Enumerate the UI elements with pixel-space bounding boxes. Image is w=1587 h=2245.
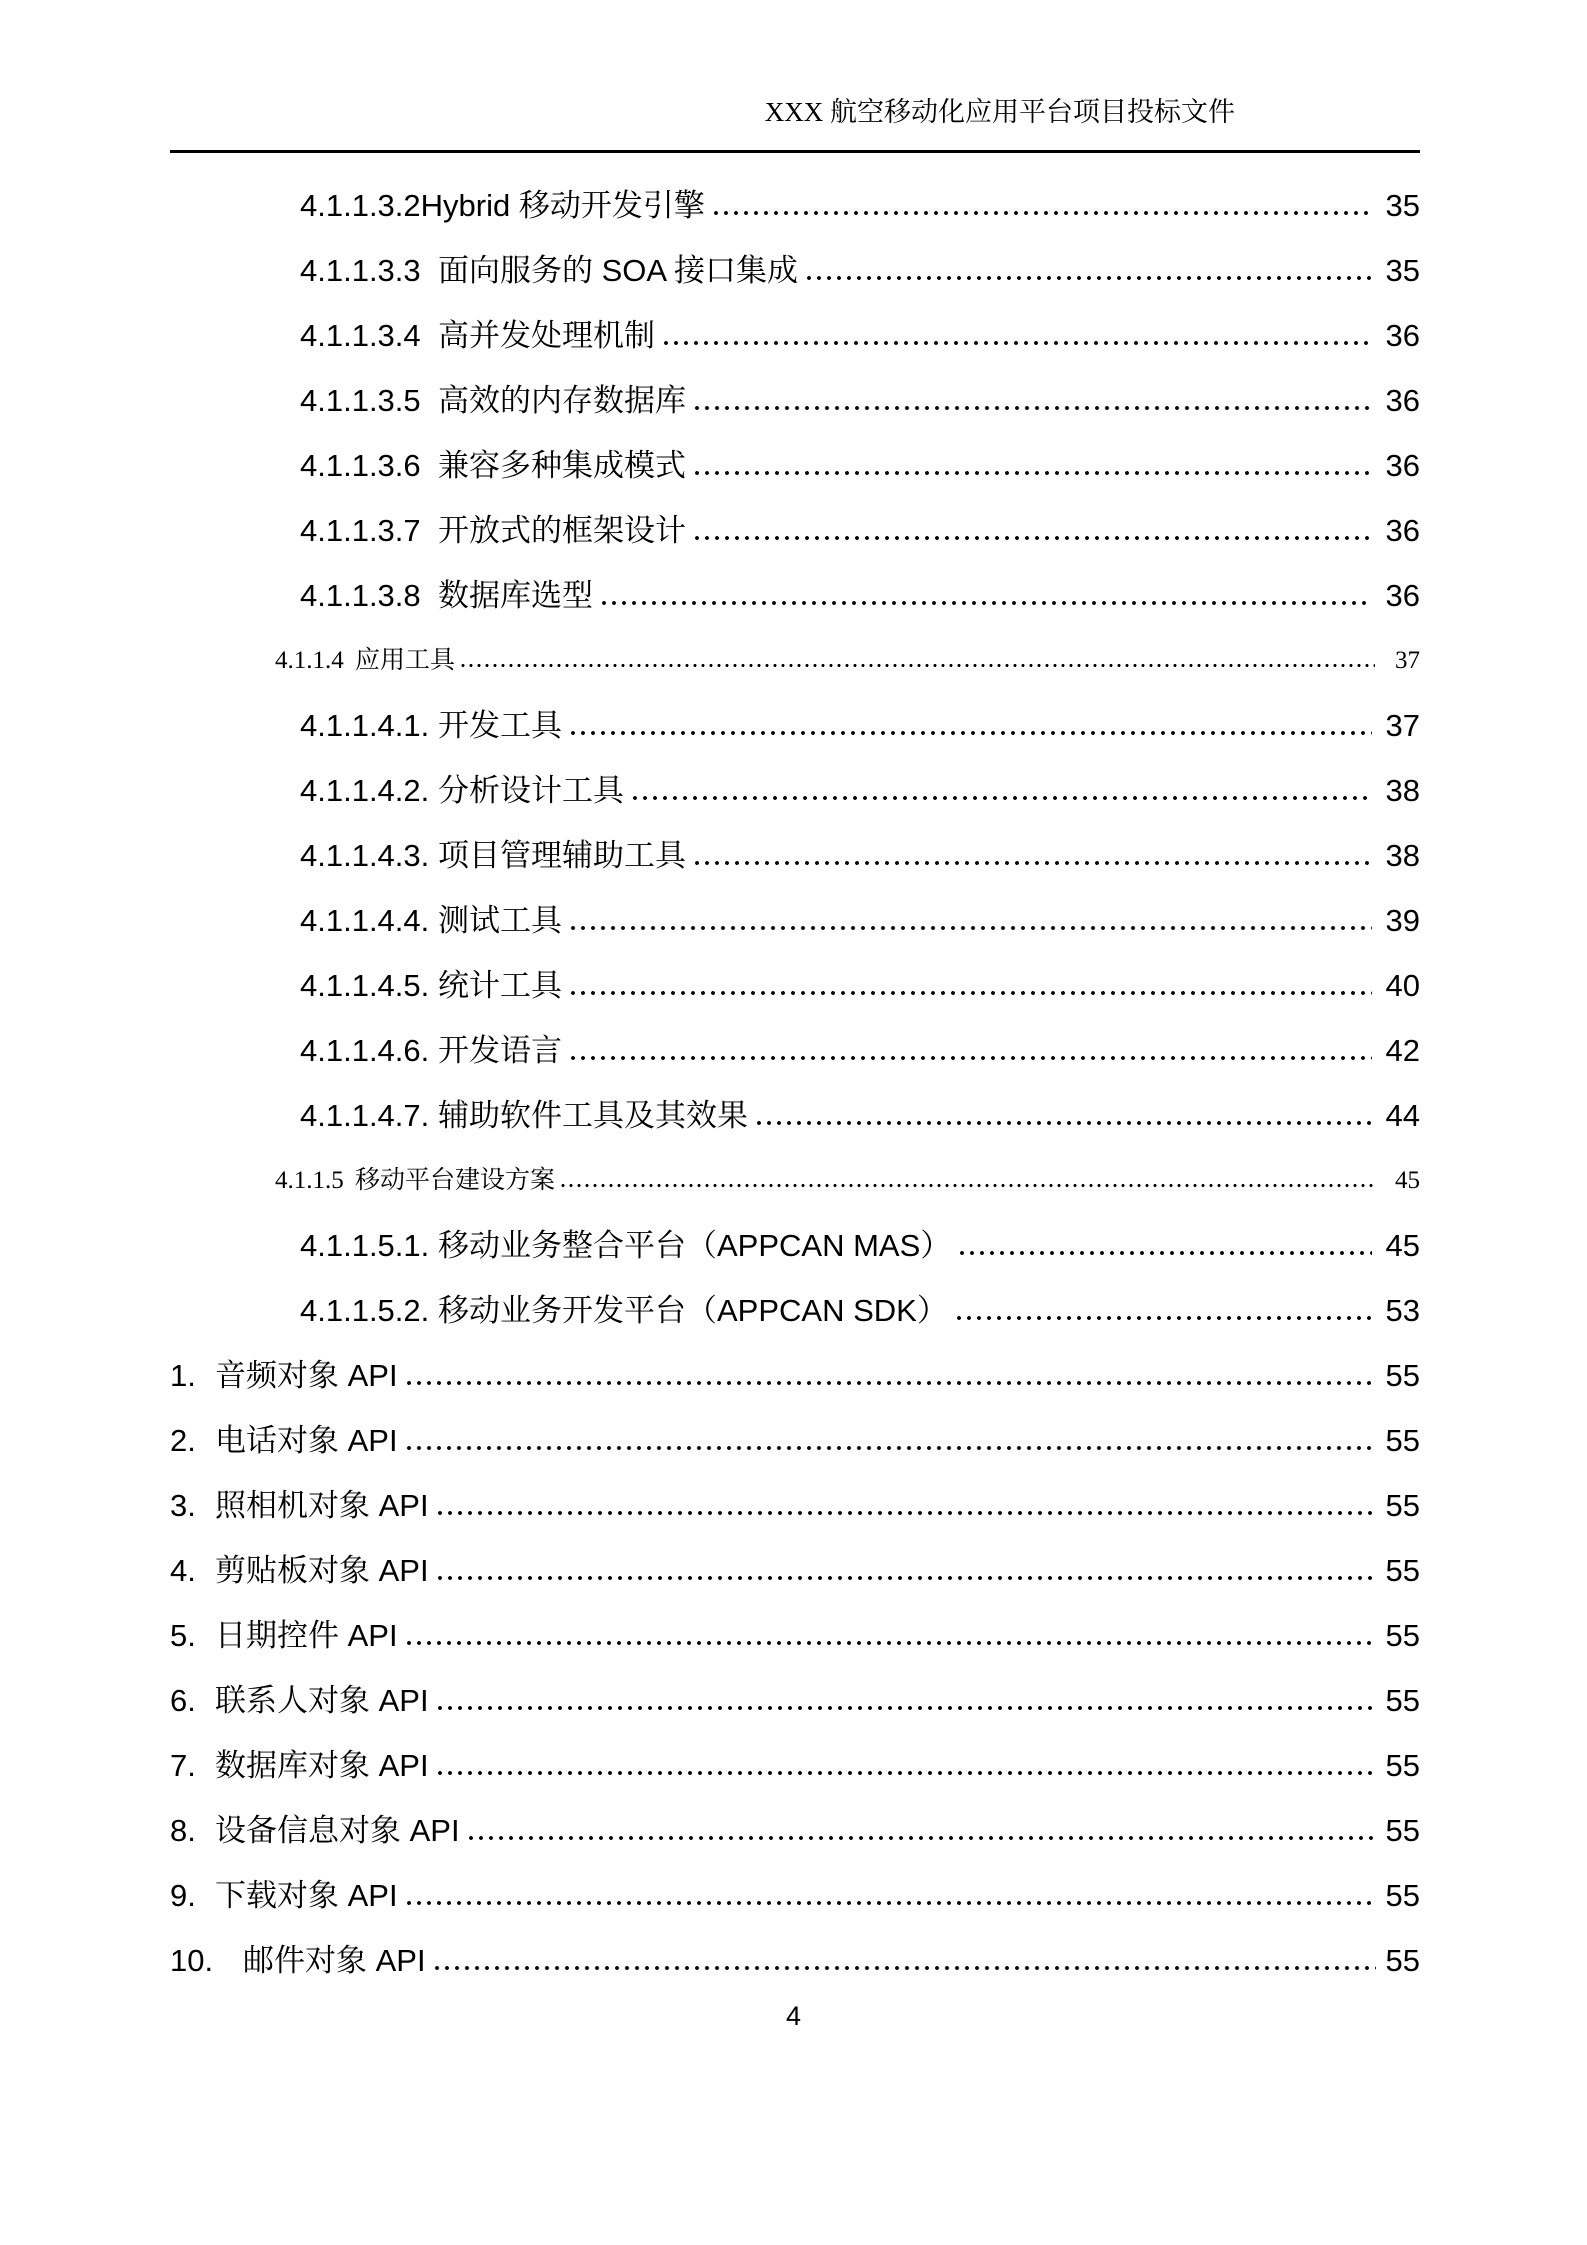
dot-leader (568, 990, 1372, 996)
toc-entry-number: 4.1.1.4.3. (300, 838, 430, 873)
toc-entry-title: 照相机对象 API (215, 1488, 429, 1523)
toc-page-number: 36 (1385, 383, 1420, 418)
toc-entry[interactable] (0, 628, 1420, 693)
dot-leader (711, 210, 1372, 216)
toc-entry-number: 4.1.1.3.5 (300, 383, 421, 418)
toc-entry-title: 剪贴板对象 API (215, 1553, 429, 1588)
toc-page-number: 36 (1385, 578, 1420, 613)
toc-entry-number: 4.1.1.3.7 (300, 513, 421, 548)
toc-entry-number: 4.1.1.4.5. (300, 968, 430, 1003)
toc-entry-title: 邮件对象 API (243, 1943, 426, 1978)
toc-entry-title: 兼容多种集成模式 (438, 448, 686, 483)
toc-entry-number: 4.1.1.4 (275, 647, 344, 674)
toc-page-number: 38 (1385, 773, 1420, 808)
toc-entry-title: 开发工具 (438, 708, 562, 743)
toc-page-number: 40 (1385, 968, 1420, 1003)
toc-entry-number: 4.1.1.3.8 (300, 578, 421, 613)
toc-page-number: 37 (1395, 647, 1420, 674)
toc-entry-number: 4.1.1.4.2. (300, 773, 430, 808)
toc-entry-number: 4.1.1.3.3 (300, 253, 421, 288)
toc-entry-title: 下载对象 API (215, 1878, 398, 1913)
toc-entry-number: 4.1.1.4.7. (300, 1098, 430, 1133)
toc-entry-title: 项目管理辅助工具 (438, 838, 686, 873)
toc-page-number: 55 (1385, 1618, 1420, 1653)
toc-entry[interactable] (0, 1798, 1420, 1863)
dot-leader (466, 1835, 1376, 1841)
toc-entry[interactable] (0, 433, 1420, 498)
header-title: XXX 航空移动化应用平台项目投标文件 (764, 97, 1235, 127)
dot-leader (435, 1575, 1376, 1581)
toc-entry[interactable] (0, 823, 1420, 888)
toc-entry-number: 6. (170, 1683, 196, 1718)
dot-leader (754, 1120, 1372, 1126)
toc-entry-number: 4.1.1.3.2 (300, 188, 421, 223)
toc-entry[interactable] (0, 303, 1420, 368)
dot-leader (804, 275, 1372, 281)
toc-entry-title: 移动平台建设方案 (355, 1167, 556, 1194)
toc-entry-title: 开发语言 (438, 1033, 562, 1068)
toc-entry[interactable] (0, 1473, 1420, 1538)
toc-entry[interactable] (0, 1278, 1420, 1343)
toc-entry[interactable] (0, 1148, 1420, 1213)
toc-entry-title: 数据库选型 (438, 578, 593, 613)
toc-entry[interactable] (0, 1408, 1420, 1473)
toc-page-number: 55 (1385, 1813, 1420, 1848)
page-footer (0, 2001, 1587, 2032)
toc-page-number: 55 (1385, 1878, 1420, 1913)
dot-leader (692, 405, 1372, 411)
toc-entry[interactable] (0, 1213, 1420, 1278)
toc-entry-number: 4.1.1.5 (275, 1167, 344, 1194)
dot-leader (954, 1315, 1372, 1321)
toc-entry-title: 设备信息对象 API (215, 1813, 460, 1848)
toc-entry-number: 4.1.1.4.4. (300, 903, 430, 938)
toc-entry-number: 3. (170, 1488, 196, 1523)
toc-entry[interactable] (0, 1668, 1420, 1733)
dot-leader (568, 730, 1372, 736)
toc-entry-title: 数据库对象 API (215, 1748, 429, 1783)
toc-page-number: 36 (1385, 318, 1420, 353)
toc-page-number: 35 (1385, 253, 1420, 288)
toc-entry-number: 10. (170, 1943, 214, 1978)
dot-leader (435, 1770, 1376, 1776)
dot-leader (692, 470, 1372, 476)
toc-entry[interactable] (0, 1538, 1420, 1603)
dot-leader (432, 1965, 1376, 1971)
toc-entry[interactable] (0, 1603, 1420, 1668)
toc-entry[interactable] (0, 498, 1420, 563)
dot-leader (404, 1640, 1376, 1646)
toc-page-number: 35 (1385, 188, 1420, 223)
dot-leader (559, 1183, 1375, 1188)
toc-entry-number: 8. (170, 1813, 196, 1848)
toc-page-number: 39 (1385, 903, 1420, 938)
toc-entry-title: 统计工具 (438, 968, 562, 1003)
dot-leader (435, 1510, 1376, 1516)
toc-entry-title: 分析设计工具 (438, 773, 624, 808)
toc-entry-title: 联系人对象 API (215, 1683, 429, 1718)
toc-entry-title: Hybrid 移动开发引擎 (420, 188, 705, 223)
toc-entry[interactable] (0, 693, 1420, 758)
toc-page-number: 55 (1385, 1358, 1420, 1393)
toc-page-number: 55 (1385, 1553, 1420, 1588)
toc-page-number: 36 (1385, 513, 1420, 548)
toc-page-number: 55 (1385, 1488, 1420, 1523)
dot-leader (957, 1250, 1372, 1256)
toc-entry[interactable] (0, 1733, 1420, 1798)
dot-leader (661, 340, 1372, 346)
toc-entry-title: 测试工具 (438, 903, 562, 938)
page-header (170, 0, 1420, 153)
toc-entry-number: 2. (170, 1423, 196, 1458)
toc-page-number: 55 (1385, 1423, 1420, 1458)
toc-page-number: 55 (1385, 1943, 1420, 1978)
toc-entry-title: 移动业务整合平台（APPCAN MAS） (438, 1228, 952, 1263)
toc-entry-title: 应用工具 (355, 647, 456, 674)
toc-page-number: 45 (1395, 1167, 1420, 1194)
toc-page-number: 42 (1385, 1033, 1420, 1068)
toc-page-number: 44 (1385, 1098, 1420, 1133)
toc-page-number: 45 (1385, 1228, 1420, 1263)
toc-entry[interactable] (0, 888, 1420, 953)
toc-entry-title: 高效的内存数据库 (438, 383, 686, 418)
toc-entry-number: 4.1.1.5.2. (300, 1293, 430, 1328)
toc-entry-number: 9. (170, 1878, 196, 1913)
dot-leader (404, 1900, 1376, 1906)
toc-entry[interactable] (0, 238, 1420, 303)
toc-entry[interactable] (0, 563, 1420, 628)
toc-entry-number: 4.1.1.3.6 (300, 448, 421, 483)
toc-entry-title: 日期控件 API (215, 1618, 398, 1653)
dot-leader (568, 925, 1372, 931)
dot-leader (692, 860, 1372, 866)
toc-entry-number: 1. (170, 1358, 196, 1393)
toc-list (0, 153, 1420, 1993)
dot-leader (568, 1055, 1372, 1061)
toc-entry-number: 4.1.1.3.4 (300, 318, 421, 353)
toc-entry-title: 电话对象 API (215, 1423, 398, 1458)
toc-entry-number: 4.1.1.4.6. (300, 1033, 430, 1068)
toc-entry-number: 7. (170, 1748, 196, 1783)
toc-page-number: 55 (1385, 1748, 1420, 1783)
toc-entry[interactable] (0, 173, 1420, 238)
toc-page-number: 55 (1385, 1683, 1420, 1718)
toc-entry[interactable] (0, 1863, 1420, 1928)
toc-entry-title: 高并发处理机制 (438, 318, 655, 353)
dot-leader (692, 535, 1372, 541)
toc-entry[interactable] (0, 1343, 1420, 1408)
dot-leader (435, 1705, 1376, 1711)
dot-leader (404, 1380, 1376, 1386)
toc-entry-title: 开放式的框架设计 (438, 513, 686, 548)
toc-entry-title: 辅助软件工具及其效果 (438, 1098, 748, 1133)
toc-entry-number: 4.1.1.5.1. (300, 1228, 430, 1263)
toc-entry[interactable] (0, 953, 1420, 1018)
toc-entry-number: 4.1.1.4.1. (300, 708, 430, 743)
dot-leader (599, 600, 1372, 606)
toc-entry[interactable] (0, 1018, 1420, 1083)
toc-entry-number: 4. (170, 1553, 196, 1588)
toc-page-number: 53 (1385, 1293, 1420, 1328)
toc-entry-number: 5. (170, 1618, 196, 1653)
footer-page-number: 4 (785, 2001, 802, 2031)
dot-leader (630, 795, 1372, 801)
toc-entry-title: 移动业务开发平台（APPCAN SDK） (438, 1293, 948, 1328)
toc-entry[interactable] (0, 368, 1420, 433)
toc-entry[interactable] (0, 1083, 1420, 1148)
dot-leader (459, 663, 1375, 668)
dot-leader (404, 1445, 1376, 1451)
toc-entry-title: 面向服务的 SOA 接口集成 (438, 253, 798, 288)
toc-page-number: 36 (1385, 448, 1420, 483)
toc-entry[interactable] (0, 1928, 1420, 1993)
toc-page-number: 37 (1385, 708, 1420, 743)
toc-entry[interactable] (0, 758, 1420, 823)
toc-entry-title: 音频对象 API (215, 1358, 398, 1393)
toc-page-number: 38 (1385, 838, 1420, 873)
